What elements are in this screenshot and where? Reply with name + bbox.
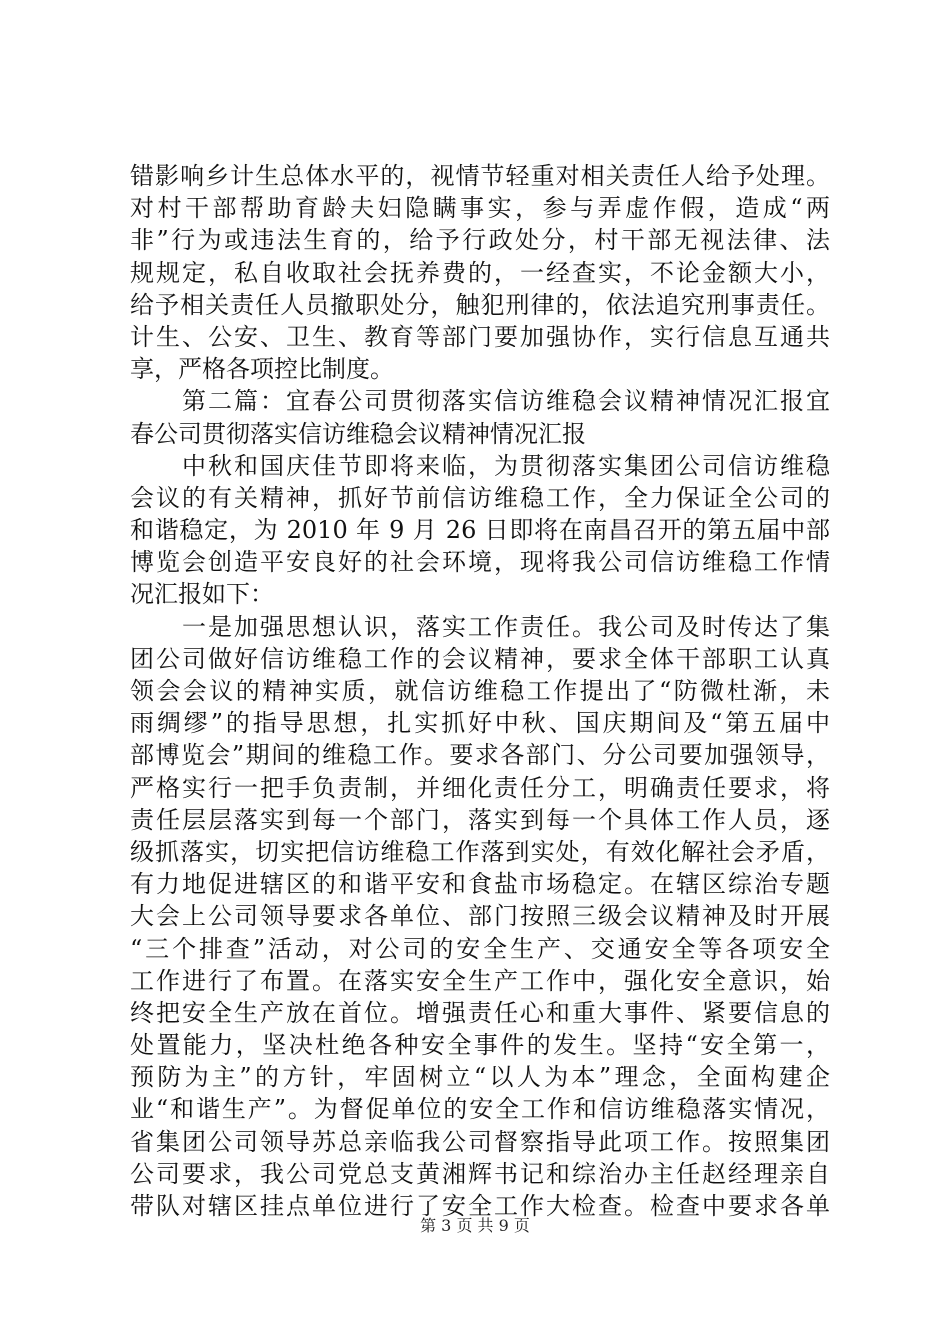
text-line: 预防为主”的方针，牢固树立“以人为本”理念，全面构建企 [130,1063,830,1092]
text-line: 规规定，私自收取社会抚养费的，一经查实，不论金额大小， [130,258,830,287]
text-line: 部博览会”期间的维稳工作。要求各部门、分公司要加强领导， [130,741,830,770]
text-line: 春公司贯彻落实信访维稳会议精神情况汇报 [130,419,586,448]
text-line: 严格实行一把手负责制，并细化责任分工，明确责任要求，将 [130,773,830,802]
text-line: 一是加强思想认识，落实工作责任。我公司及时传达了集 [130,612,830,641]
text-line: 级抓落实，切实把信访维稳工作落到实处，有效化解社会矛盾， [130,837,830,866]
text-line: 省集团公司领导苏总亲临我公司督察指导此项工作。按照集团 [130,1127,830,1156]
text-line: 计生、公安、卫生、教育等部门要加强协作，实行信息互通共 [130,322,830,351]
text-line: 况汇报如下： [130,580,274,609]
page-footer: 第 3 页 共 9 页 [420,1216,530,1235]
text-line: 非”行为或违法生育的，给予行政处分，村干部无视法律、法 [130,226,830,255]
text-line: 享，严格各项控比制度。 [130,355,394,384]
text-line: 公司要求，我公司党总支黄湘辉书记和综治办主任赵经理亲自 [130,1159,830,1188]
text-line: 有力地促进辖区的和谐平安和食盐市场稳定。在辖区综治专题 [130,870,830,899]
text-line: 业“和谐生产”。为督促单位的安全工作和信访维稳落实情况， [130,1095,830,1124]
document-body [130,160,830,1222]
text-line: 和谐稳定，为 2010 年 9 月 26 日即将在南昌召开的第五届中部 [130,516,830,545]
text-line: 团公司做好信访维稳工作的会议精神，要求全体干部职工认真 [130,644,830,673]
text-line: 工作进行了布置。在落实安全生产工作中，强化安全意识，始 [130,966,830,995]
text-line: 给予相关责任人员撤职处分，触犯刑律的，依法追究刑事责任。 [130,290,830,319]
text-line: 第二篇：宜春公司贯彻落实信访维稳会议精神情况汇报宜 [130,387,830,416]
text-line: 错影响乡计生总体水平的，视情节轻重对相关责任人给予处理。 [130,162,830,190]
text-line: 终把安全生产放在首位。增强责任心和重大事件、紧要信息的 [130,998,830,1027]
text-line: 对村干部帮助育龄夫妇隐瞒事实，参与弄虚作假，造成“两 [130,194,830,223]
text-line: “三个排查”活动，对公司的安全生产、交通安全等各项安全 [130,934,830,963]
text-line: 责任层层落实到每一个部门，落实到每一个具体工作人员，逐 [130,805,830,834]
text-line: 处置能力，坚决杜绝各种安全事件的发生。坚持“安全第一， [130,1031,830,1060]
text-line: 雨绸缪”的指导思想，扎实抓好中秋、国庆期间及“第五届中 [130,709,830,738]
text-line: 博览会创造平安良好的社会环境，现将我公司信访维稳工作情 [130,548,830,577]
text-line: 领会会议的精神实质，就信访维稳工作提出了“防微杜渐，未 [130,677,830,705]
text-line: 大会上公司领导要求各单位、部门按照三级会议精神及时开展 [130,902,830,931]
text-line: 带队对辖区挂点单位进行了安全工作大检查。检查中要求各单 [130,1192,830,1220]
text-line: 中秋和国庆佳节即将来临，为贯彻落实集团公司信访维稳 [130,451,830,480]
text-line: 会议的有关精神，抓好节前信访维稳工作，全力保证全公司的 [130,483,830,512]
